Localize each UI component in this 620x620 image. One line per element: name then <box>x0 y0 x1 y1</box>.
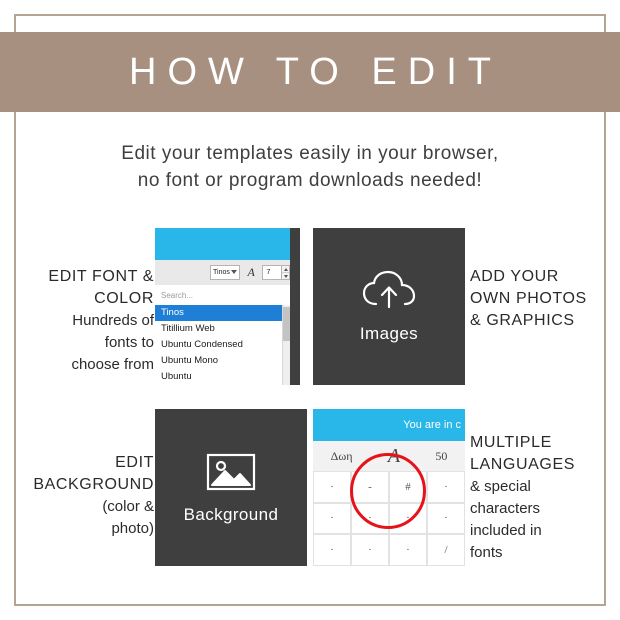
special-characters-screenshot <box>313 409 465 566</box>
subtitle <box>0 140 620 194</box>
font-size-stepper[interactable] <box>282 265 290 280</box>
text-color-icon[interactable]: A <box>247 265 255 279</box>
list-item[interactable]: Ubuntu Mono <box>161 355 219 366</box>
caption-header-line: EDIT FONT & <box>48 268 154 285</box>
caption-edit-background <box>22 452 154 540</box>
suggestion-item[interactable]: 50 <box>435 448 448 463</box>
font-size-input[interactable] <box>262 265 282 280</box>
image-icon <box>206 451 256 493</box>
images-tool-screenshot <box>313 228 465 385</box>
caption-sub-line: & special <box>470 478 531 495</box>
suggestion-item[interactable]: Δωη <box>330 448 353 463</box>
editor-blue-bar <box>155 228 300 260</box>
character-key[interactable]: · <box>313 503 351 535</box>
caption-sub-line: fonts to <box>104 334 154 351</box>
caption-header-line: EDIT <box>115 454 154 471</box>
font-search-placeholder: Search... <box>161 290 194 300</box>
character-key[interactable]: # <box>389 471 427 503</box>
caption-sub-line: photo) <box>111 520 154 537</box>
caption-header-line: & GRAPHICS <box>470 312 575 329</box>
character-key[interactable]: - <box>351 471 389 503</box>
editor-dark-edge <box>290 228 300 385</box>
caption-header-line: LANGUAGES <box>470 456 575 473</box>
font-picker-screenshot <box>155 228 300 385</box>
font-list[interactable] <box>155 305 290 385</box>
caption-edit-font <box>22 266 154 376</box>
caption-sub-line: included in <box>470 522 542 539</box>
list-item[interactable]: Tinos <box>155 305 290 321</box>
background-tool-screenshot <box>155 409 307 566</box>
suggestion-item[interactable]: A <box>387 444 401 467</box>
character-key[interactable]: · <box>427 503 465 535</box>
list-item[interactable]: Titillium Web <box>161 323 215 334</box>
scrollbar-thumb[interactable] <box>283 307 290 341</box>
caption-header-line: BACKGROUND <box>33 476 154 493</box>
character-key[interactable]: · <box>427 471 465 503</box>
list-item[interactable]: Ubuntu <box>161 371 192 382</box>
background-label: Background <box>183 504 279 524</box>
highlight-circle-annotation <box>350 453 426 529</box>
character-key[interactable]: · <box>389 534 427 566</box>
font-toolbar <box>155 260 290 286</box>
subtitle-line-2: no font or program downloads needed! <box>137 170 483 191</box>
caption-sub-line: (color & <box>102 498 154 515</box>
font-list-scrollbar[interactable] <box>282 305 290 385</box>
caption-sub-line: choose from <box>71 356 154 373</box>
chevron-down-icon <box>231 270 237 274</box>
font-family-select[interactable] <box>210 265 240 280</box>
list-item[interactable]: Ubuntu Condensed <box>161 339 243 350</box>
font-size-value: 7 <box>266 269 271 276</box>
caption-sub-line: characters <box>470 500 541 517</box>
character-key[interactable]: / <box>427 534 465 566</box>
caption-header-line: ADD YOUR <box>470 268 559 285</box>
font-search-input[interactable] <box>155 285 290 306</box>
font-family-value: Tinos <box>213 269 230 276</box>
cloud-upload-icon <box>362 270 416 312</box>
caption-sub-line: fonts <box>470 544 503 561</box>
character-key[interactable]: · <box>351 534 389 566</box>
caption-header-line: COLOR <box>94 290 154 307</box>
editor-banner-text: You are in c <box>403 419 461 431</box>
page-title: HOW TO EDIT <box>129 50 502 93</box>
character-key[interactable]: · <box>389 503 427 535</box>
character-key[interactable]: · <box>351 503 389 535</box>
character-key[interactable]: · <box>313 471 351 503</box>
caption-sub-line: Hundreds of <box>72 312 154 329</box>
caption-add-photos <box>470 266 610 332</box>
caption-header-line: MULTIPLE <box>470 434 552 451</box>
header-banner <box>0 32 620 112</box>
caption-multiple-languages <box>470 432 610 564</box>
subtitle-line-1: Edit your templates easily in your browser, <box>121 143 499 164</box>
caption-header-line: OWN PHOTOS <box>470 290 587 307</box>
images-label: Images <box>359 323 419 343</box>
editor-blue-bar <box>313 409 465 441</box>
character-key[interactable]: · <box>313 534 351 566</box>
